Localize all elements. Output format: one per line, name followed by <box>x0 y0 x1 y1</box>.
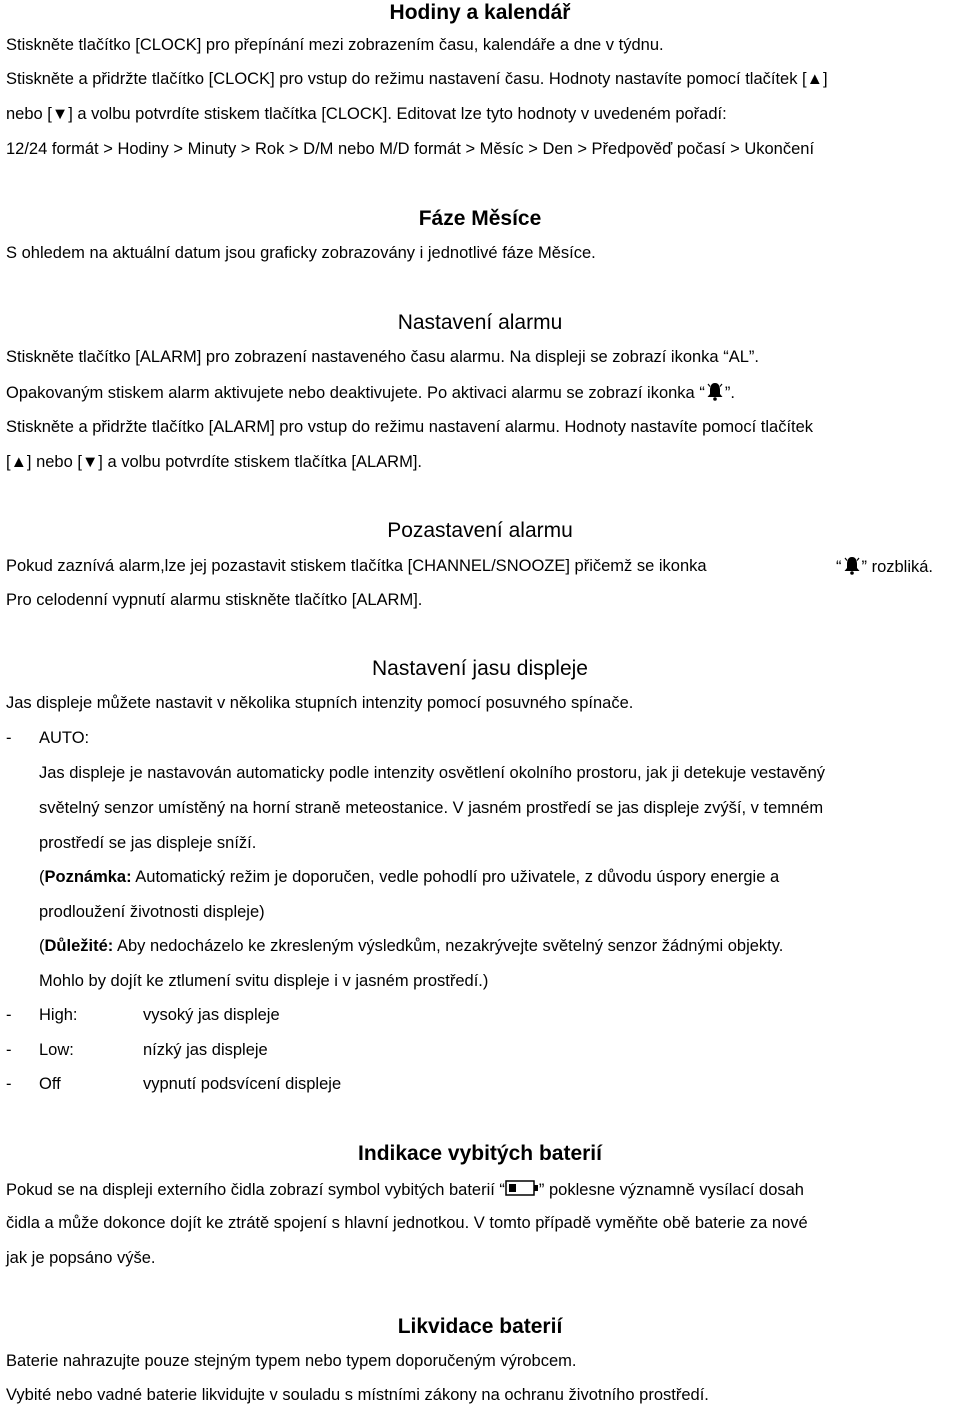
note-label: Poznámka: <box>44 868 132 886</box>
note-line-1 <box>39 866 779 888</box>
important-label: Důležité: <box>44 937 114 955</box>
snooze-line-2: Pro celodenní vypnutí alarmu stiskněte tlačítko [ALARM]. <box>6 591 423 609</box>
brightness-intro: Jas displeje můžete nastavit v několika stupních intenzity pomocí posuvného spínače. <box>6 694 634 712</box>
option-desc: vysoký jas displeje <box>143 1006 280 1024</box>
alarm-title: Nastavení alarmu <box>397 311 563 334</box>
alarm-line-2-end: ”. <box>724 384 735 402</box>
important-paren: ( <box>39 937 45 955</box>
clock-line-2: Stiskněte a přidržte tlačítko [CLOCK] pro vstup do režimu nastavení času. Hodnoty nastavíte pomocí tlačítek [▲] <box>6 70 828 88</box>
list-dash: - <box>6 1006 12 1024</box>
clock-line-3: nebo [▼] a volbu potvrdíte stiskem tlačítka [CLOCK]. Editovat lze tyto hodnoty v uvedeném pořadí: <box>6 105 727 123</box>
important-line-2: Mohlo by dojít ke ztlumení svitu displeje i v jasném prostředí.) <box>39 972 489 990</box>
clock-title: Hodiny a kalendář <box>389 1 571 24</box>
option-desc: nízký jas displeje <box>143 1041 268 1059</box>
note-line-2: prodloužení životnosti displeje) <box>39 903 265 921</box>
note-text: Automatický režim je doporučen, vedle pohodlí pro uživatele, z důvodu úspory energie a <box>131 868 780 886</box>
important-line-1 <box>39 935 783 957</box>
disposal-line-2: Vybité nebo vadné baterie likvidujte v souladu s místními zákony na ochranu životního prostředí. <box>6 1386 709 1404</box>
alarm-line-2 <box>6 381 735 407</box>
option-key: Off <box>39 1075 61 1093</box>
low-battery-icon <box>505 1179 539 1203</box>
option-key: Low: <box>39 1041 74 1059</box>
alarm-line-2-text: Opakovaným stiskem alarm aktivujete nebo deaktivujete. Po aktivaci alarmu se zobrazí ikonka “ <box>6 384 705 402</box>
list-dash: - <box>6 1075 12 1093</box>
important-text: Aby nedocházelo ke zkresleným výsledkům, nezakrývejte světelný senzor žádnými objekty. <box>113 937 784 955</box>
alarm-line-4: [▲] nebo [▼] a volbu potvrdíte stiskem tlačítka [ALARM]. <box>6 453 422 471</box>
battery-line-1 <box>6 1179 804 1203</box>
clock-line-1: Stiskněte tlačítko [CLOCK] pro přepínání mezi zobrazením času, kalendáře a dne v týdnu. <box>6 36 664 54</box>
auto-line-1: Jas displeje je nastavován automaticky podle intenzity osvětlení okolního prostoru, jak ji detekuje vestavěný <box>39 764 826 782</box>
moon-line-1: S ohledem na aktuální datum jsou graficky zobrazovány i jednotlivé fáze Měsíce. <box>6 244 596 262</box>
snooze-title: Pozastavení alarmu <box>387 519 573 542</box>
option-key: High: <box>39 1006 78 1024</box>
disposal-title: Likvidace baterií <box>397 1315 563 1338</box>
battery-line-1-end: ” poklesne významně vysílací dosah <box>538 1181 804 1199</box>
auto-line-3: prostředí se jas displeje sníží. <box>39 834 257 852</box>
alarm-line-1: Stiskněte tlačítko [ALARM] pro zobrazení nastaveného času alarmu. Na displeji se zobrazí ikonka “AL”. <box>6 348 759 366</box>
alarm-line-3: Stiskněte a přidržte tlačítko [ALARM] pro vstup do režimu nastavení alarmu. Hodnoty nastavíte pomocí tlačítek <box>6 418 814 436</box>
auto-line-2: světelný senzor umístěný na horní straně meteostanice. V jasném prostředí se jas displeje zvýší, v temném <box>39 799 824 817</box>
clock-line-4: 12/24 formát > Hodiny > Minuty > Rok > D/M nebo M/D formát > Měsíc > Den > Předpověď počasí > Ukončení <box>6 140 815 158</box>
disposal-line-1: Baterie nahrazujte pouze stejným typem nebo typem doporučeným výrobcem. <box>6 1352 577 1370</box>
note-paren: ( <box>39 868 45 886</box>
snooze-line-1-icon <box>836 555 933 581</box>
bell-icon <box>842 555 862 581</box>
battery-line-2: čidla a může dokonce dojít ke ztrátě spojení s hlavní jednotkou. V tomto případě vyměňte obě baterie za nové <box>6 1214 808 1232</box>
snooze-line-1-text: Pokud zaznívá alarm,lze jej pozastavit stiskem tlačítka [CHANNEL/SNOOZE] přičemž se ikonka <box>6 557 707 575</box>
battery-line-1-text: Pokud se na displeji externího čidla zobrazí symbol vybitých baterií “ <box>6 1181 505 1199</box>
auto-label: AUTO: <box>39 729 90 747</box>
list-dash: - <box>6 729 12 747</box>
moon-title: Fáze Měsíce <box>418 207 542 230</box>
bell-icon <box>705 381 725 407</box>
snooze-quote-open: “ <box>836 558 842 576</box>
battery-line-3: jak je popsáno výše. <box>6 1249 156 1267</box>
option-desc: vypnutí podsvícení displeje <box>143 1075 342 1093</box>
snooze-line-1-end: ” rozbliká. <box>861 558 934 576</box>
brightness-title: Nastavení jasu displeje <box>372 657 588 680</box>
battery-title: Indikace vybitých baterií <box>358 1142 602 1165</box>
list-dash: - <box>6 1041 12 1059</box>
